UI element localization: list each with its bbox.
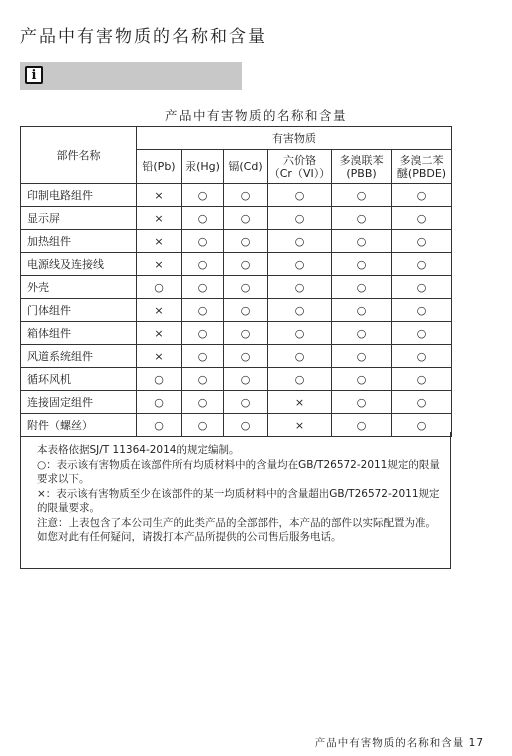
substance-mark-cell: ○ <box>182 253 224 276</box>
substance-name: 六价铬 <box>283 153 316 167</box>
substance-mark-cell: ○ <box>268 207 332 230</box>
substance-mark-cell: ○ <box>332 322 392 345</box>
substance-mark-cell: ○ <box>392 184 452 207</box>
substance-mark-cell: ○ <box>392 253 452 276</box>
info-icon: i <box>25 66 43 84</box>
substance-formula: 醚(PBDE) <box>396 166 447 180</box>
part-name-cell: 附件（螺丝） <box>21 414 137 437</box>
substance-mark-cell: ○ <box>137 414 182 437</box>
substance-mark-cell: ○ <box>224 184 268 207</box>
substance-mark-cell: ○ <box>137 391 182 414</box>
substance-mark-cell: ○ <box>268 230 332 253</box>
substance-mark-cell: ○ <box>332 414 392 437</box>
substance-mark-cell: ○ <box>392 345 452 368</box>
substance-mark-cell: × <box>137 253 182 276</box>
substance-mark-cell: ○ <box>224 230 268 253</box>
info-bar <box>20 62 242 90</box>
substance-mark-cell: ○ <box>182 184 224 207</box>
substance-header <box>268 150 332 184</box>
part-name-cell: 加热组件 <box>21 230 137 253</box>
table-row <box>21 299 452 322</box>
table-row <box>21 230 452 253</box>
table-row <box>21 391 452 414</box>
substance-mark-cell: ○ <box>224 322 268 345</box>
substance-formula: （Cr（VI）） <box>268 166 331 180</box>
part-name-cell: 显示屏 <box>21 207 137 230</box>
substance-mark-cell: × <box>137 322 182 345</box>
table-row <box>21 322 452 345</box>
table-row <box>21 207 452 230</box>
substance-mark-cell: ○ <box>268 345 332 368</box>
substance-name: 多溴二苯 <box>399 153 444 167</box>
note-line: ×：表示该有害物质至少在该部件的某一均质材料中的含量超出GB/T26572-2011规定的限量要求。 <box>37 487 440 514</box>
substance-mark-cell: ○ <box>224 299 268 322</box>
substance-mark-cell: ○ <box>332 391 392 414</box>
note-line: 注意：上表包含了本公司生产的此类产品的全部部件，本产品的部件以实际配置为准。如您对此有任何疑问，请拨打本产品所提供的公司售后服务电话。 <box>37 516 436 543</box>
substance-mark-cell: ○ <box>392 230 452 253</box>
part-name-cell: 门体组件 <box>21 299 137 322</box>
part-name-header: 部件名称 <box>21 127 137 184</box>
substance-mark-cell: ○ <box>182 322 224 345</box>
substance-mark-cell: ○ <box>224 368 268 391</box>
table-row <box>21 184 452 207</box>
part-name-cell: 风道系统组件 <box>21 345 137 368</box>
table-row <box>21 368 452 391</box>
table-row <box>21 253 452 276</box>
substance-mark-cell: ○ <box>268 368 332 391</box>
table-row <box>21 345 452 368</box>
substance-mark-cell: ○ <box>182 207 224 230</box>
table-row <box>21 276 452 299</box>
substance-mark-cell: ○ <box>224 253 268 276</box>
substance-mark-cell: ○ <box>392 322 452 345</box>
substance-mark-cell: ○ <box>224 345 268 368</box>
substance-mark-cell: × <box>268 391 332 414</box>
substance-name: 铅(Pb) <box>142 160 176 173</box>
substance-mark-cell: ○ <box>268 299 332 322</box>
substance-mark-cell: × <box>137 207 182 230</box>
substance-header <box>224 150 268 184</box>
substance-mark-cell: ○ <box>182 345 224 368</box>
substance-mark-cell: ○ <box>332 207 392 230</box>
substance-mark-cell: ○ <box>392 391 452 414</box>
substance-mark-cell: ○ <box>182 276 224 299</box>
table-notes <box>20 432 451 569</box>
substance-header <box>137 150 182 184</box>
substance-mark-cell: × <box>137 184 182 207</box>
substance-mark-cell: × <box>137 345 182 368</box>
substance-mark-cell: ○ <box>182 368 224 391</box>
substance-mark-cell: ○ <box>392 414 452 437</box>
table-caption: 产品中有害物质的名称和含量 <box>164 108 347 123</box>
substance-mark-cell: ○ <box>392 276 452 299</box>
substance-mark-cell: ○ <box>182 299 224 322</box>
substance-mark-cell: × <box>137 299 182 322</box>
substance-header <box>332 150 392 184</box>
substance-mark-cell: ○ <box>332 299 392 322</box>
substance-name: 汞(Hg) <box>185 160 220 173</box>
substance-mark-cell: ○ <box>268 276 332 299</box>
substance-mark-cell: × <box>137 230 182 253</box>
substance-header <box>182 150 224 184</box>
substance-mark-cell: ○ <box>332 368 392 391</box>
substance-mark-cell: ○ <box>182 414 224 437</box>
substance-formula: (PBB) <box>346 166 377 180</box>
substance-mark-cell: ○ <box>332 230 392 253</box>
page-footer: 产品中有害物质的名称和含量 17 <box>314 737 484 749</box>
substance-header <box>392 150 452 184</box>
substance-name: 多溴联苯 <box>339 153 384 167</box>
substance-mark-cell: ○ <box>332 345 392 368</box>
substance-mark-cell: ○ <box>268 322 332 345</box>
part-name-cell: 箱体组件 <box>21 322 137 345</box>
substance-mark-cell: ○ <box>182 230 224 253</box>
substance-mark-cell: ○ <box>137 368 182 391</box>
part-name-cell: 外壳 <box>21 276 137 299</box>
page-title: 产品中有害物质的名称和含量 <box>20 27 267 47</box>
substance-mark-cell: ○ <box>332 276 392 299</box>
substance-mark-cell: ○ <box>224 414 268 437</box>
substance-mark-cell: × <box>268 414 332 437</box>
substance-mark-cell: ○ <box>224 391 268 414</box>
substance-mark-cell: ○ <box>392 299 452 322</box>
substance-mark-cell: ○ <box>392 368 452 391</box>
substance-mark-cell: ○ <box>182 391 224 414</box>
part-name-cell: 循环风机 <box>21 368 137 391</box>
part-name-cell: 印制电路组件 <box>21 184 137 207</box>
note-line: 本表格依据SJ/T 11364-2014的规定编制。 <box>37 444 240 456</box>
substance-mark-cell: ○ <box>268 253 332 276</box>
substance-mark-cell: ○ <box>268 184 332 207</box>
substance-name: 镉(Cd) <box>228 160 263 173</box>
hazardous-substances-table <box>20 126 452 437</box>
substance-mark-cell: ○ <box>224 276 268 299</box>
substance-mark-cell: ○ <box>224 207 268 230</box>
part-name-cell: 电源线及连接线 <box>21 253 137 276</box>
hazardous-substances-header: 有害物质 <box>137 127 452 150</box>
substance-mark-cell: ○ <box>137 276 182 299</box>
substance-mark-cell: ○ <box>332 253 392 276</box>
part-name-cell: 连接固定组件 <box>21 391 137 414</box>
substance-mark-cell: ○ <box>392 207 452 230</box>
note-line: ○：表示该有害物质在该部件所有均质材料中的含量均在GB/T26572-2011规定的限量要求以下。 <box>37 458 440 485</box>
substance-mark-cell: ○ <box>332 184 392 207</box>
